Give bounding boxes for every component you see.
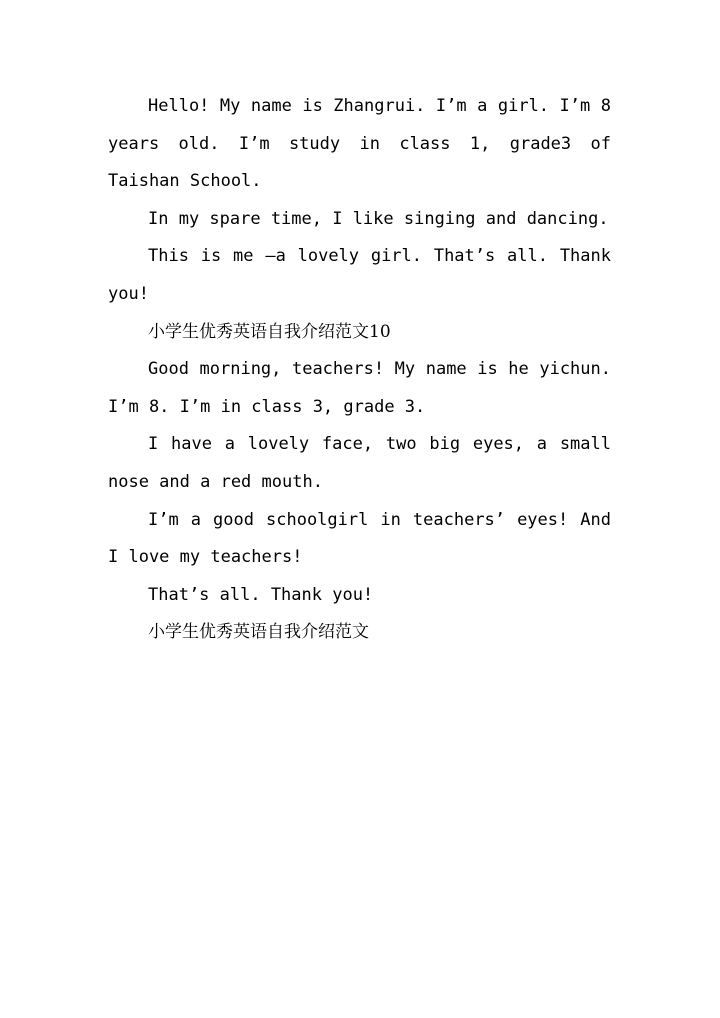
section-heading-10: 小学生优秀英语自我介绍范文10: [148, 321, 391, 342]
paragraph-schoolgirl: I’m a good schoolgirl in teachers’ eyes! And I love my teachers!: [108, 509, 611, 568]
paragraph-intro-he-yichun: Good morning, teachers! My name is he yichun. I’m 8. I’m in class 3, grade 3.: [108, 359, 611, 417]
paragraph-appearance: I have a lovely face, two big eyes, a small nose and a red mouth.: [108, 434, 611, 492]
section-heading-next: 小学生优秀英语自我介绍范文: [148, 622, 369, 643]
paragraph-intro-zhangrui: Hello! My name is Zhangrui. I’m a girl. I’m 8 years old. I’m study in class 1, grade3 of Taishan School.: [108, 96, 611, 192]
document-body: [108, 88, 611, 652]
paragraph-spare-time: In my spare time, I like singing and dancing.: [148, 208, 609, 229]
paragraph-closing-2: That’s all. Thank you!: [148, 584, 374, 605]
paragraph-closing-1: This is me –a lovely girl. That’s all. Thank you!: [108, 246, 611, 304]
